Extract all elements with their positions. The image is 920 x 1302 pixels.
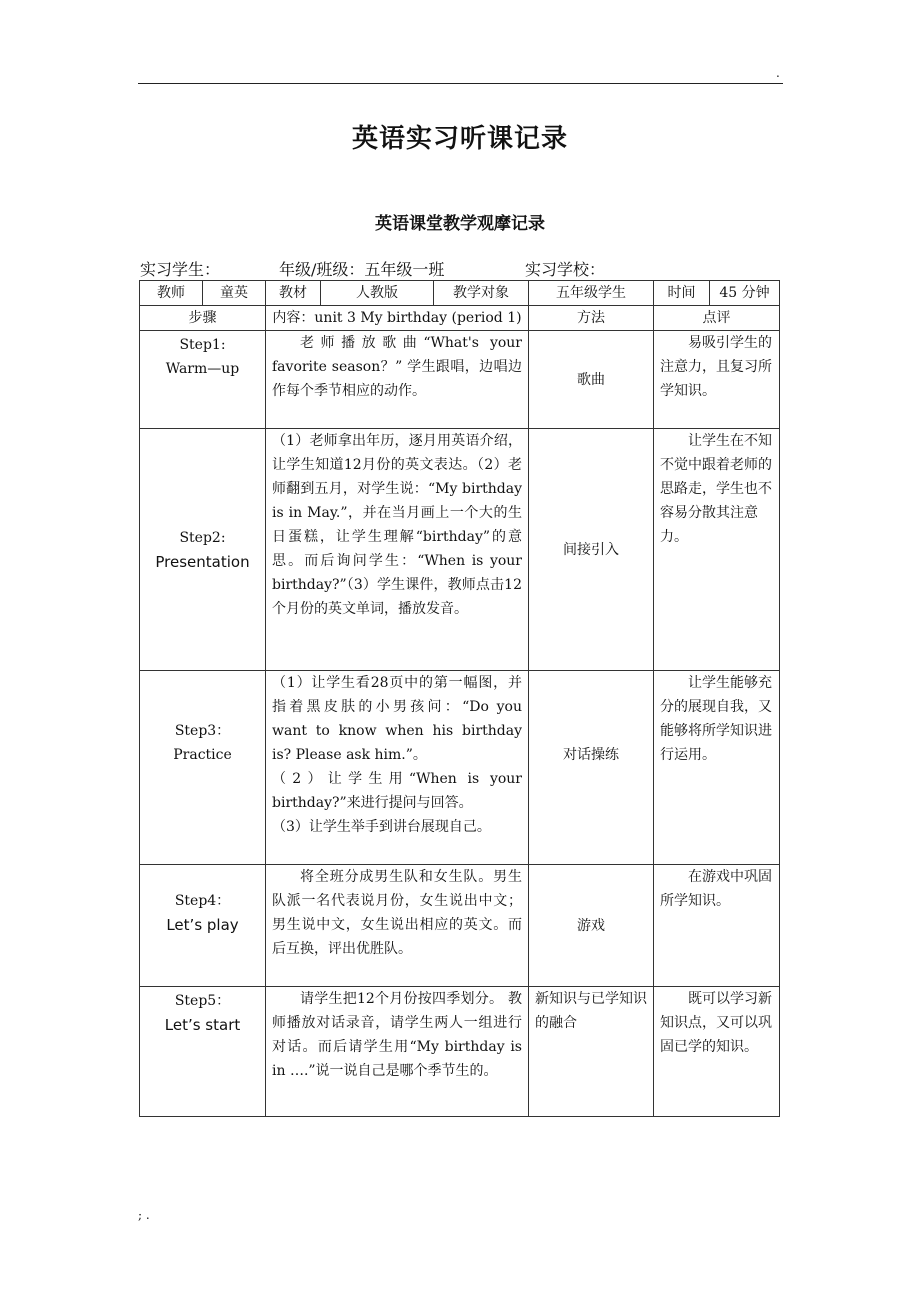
content-paragraph: （3）让学生举手到讲台展现自己。 [272,819,491,835]
step-number: Step3： [174,723,231,739]
step-number: Step1: [179,337,226,353]
page-title: 英语实习听课记录 [351,124,568,154]
method-cell: 歌曲 [529,331,654,429]
info-student: 实习学生： [140,260,221,279]
content-cell: 将全班分成男生队和女生队。男生队派一名代表说月份，女生说出中文；男生说中文，女生说出相应的英文。而后互换，评出优胜队。 [266,865,529,987]
step-name: Presentation [155,552,250,571]
step-cell [140,671,266,865]
step-cell [140,429,266,671]
step-name: Practice [173,747,232,763]
content-paragraph: （2）让学生用“When is your birthday?”来进行提问与回答。 [272,771,522,811]
col-method: 方法 [529,306,654,331]
teacher-value: 童英 [203,281,266,306]
comment-cell: 易吸引学生的注意力，且复习所学知识。 [654,331,780,429]
method-cell: 游戏 [529,865,654,987]
header-rule [138,83,783,84]
step-cell [140,987,266,1117]
table-row [140,331,780,429]
time-label: 时间 [654,281,710,306]
textbook-label: 教材 [266,281,321,306]
content-cell [266,671,529,865]
method-cell: 对话操练 [529,671,654,865]
col-comment: 点评 [654,306,780,331]
col-content: 内容：unit 3 My birthday (period 1) [266,306,529,331]
teacher-label: 教师 [140,281,203,306]
target-value: 五年级学生 [529,281,654,306]
info-grade: 年级/班级：五年级一班 [279,260,445,279]
step-name: Warm—up [165,361,240,377]
step-cell [140,865,266,987]
content-cell: （1）老师拿出年历，逐月用英语介绍，让学生知道12月份的英文表达。（2）老师翻到五月，对学生说：“My birthday is in May.”，并在当月画上一个大的生日蛋糕，让学生理解“birthday”的意思。而后询问学生：“When is your birthday?”（3）学生课件，教师点击12个月份的英文单词，播放发音。 [266,429,529,671]
content-paragraph: （1）让学生看28页中的第一幅图，并指着黑皮肤的小男孩问：“Do you want to know when his birthday is? Please ask him.”。 [272,675,522,763]
comment-cell: 在游戏中巩固所学知识。 [654,865,780,987]
page-subtitle: 英语课堂教学观摩记录 [375,214,545,234]
step-number: Step4： [174,893,231,909]
table-row [140,865,780,987]
info-school: 实习学校： [525,260,606,279]
time-value: 45 分钟 [710,281,780,306]
observation-table [139,280,780,1117]
meta-row [140,281,780,306]
content-cell: 请学生把12个月份按四季划分。 教师播放对话录音，请学生两人一组进行对话。而后请学生用“My birthday is in ….”说一说自己是哪个季节生的。 [266,987,529,1117]
method-cell: 间接引入 [529,429,654,671]
table-row [140,987,780,1117]
col-step: 步骤 [140,306,266,331]
comment-cell: 既可以学习新知识点，又可以巩固已学的知识。 [654,987,780,1117]
textbook-value: 人教版 [321,281,434,306]
column-header-row [140,306,780,331]
comment-cell: 让学生能够充分的展现自我，又能够将所学知识进行运用。 [654,671,780,865]
step-name: Let’s play [166,916,239,934]
step-number: Step2: [179,529,226,546]
table-row [140,671,780,865]
footer-mark: ; . [138,1208,150,1222]
target-label: 教学对象 [434,281,529,306]
step-number: Step5： [174,993,231,1009]
method-cell: 新知识与已学知识的融合 [529,987,654,1117]
step-name: Let’s start [164,1016,241,1034]
table-row [140,429,780,671]
content-cell: 老师播放歌曲“What's your favorite season？” 学生跟唱，边唱边作每个季节相应的动作。 [266,331,529,429]
step-cell [140,331,266,429]
header-mark: . [776,66,780,80]
comment-cell: 让学生在不知不觉中跟着老师的思路走，学生也不容易分散其注意力。 [654,429,780,671]
